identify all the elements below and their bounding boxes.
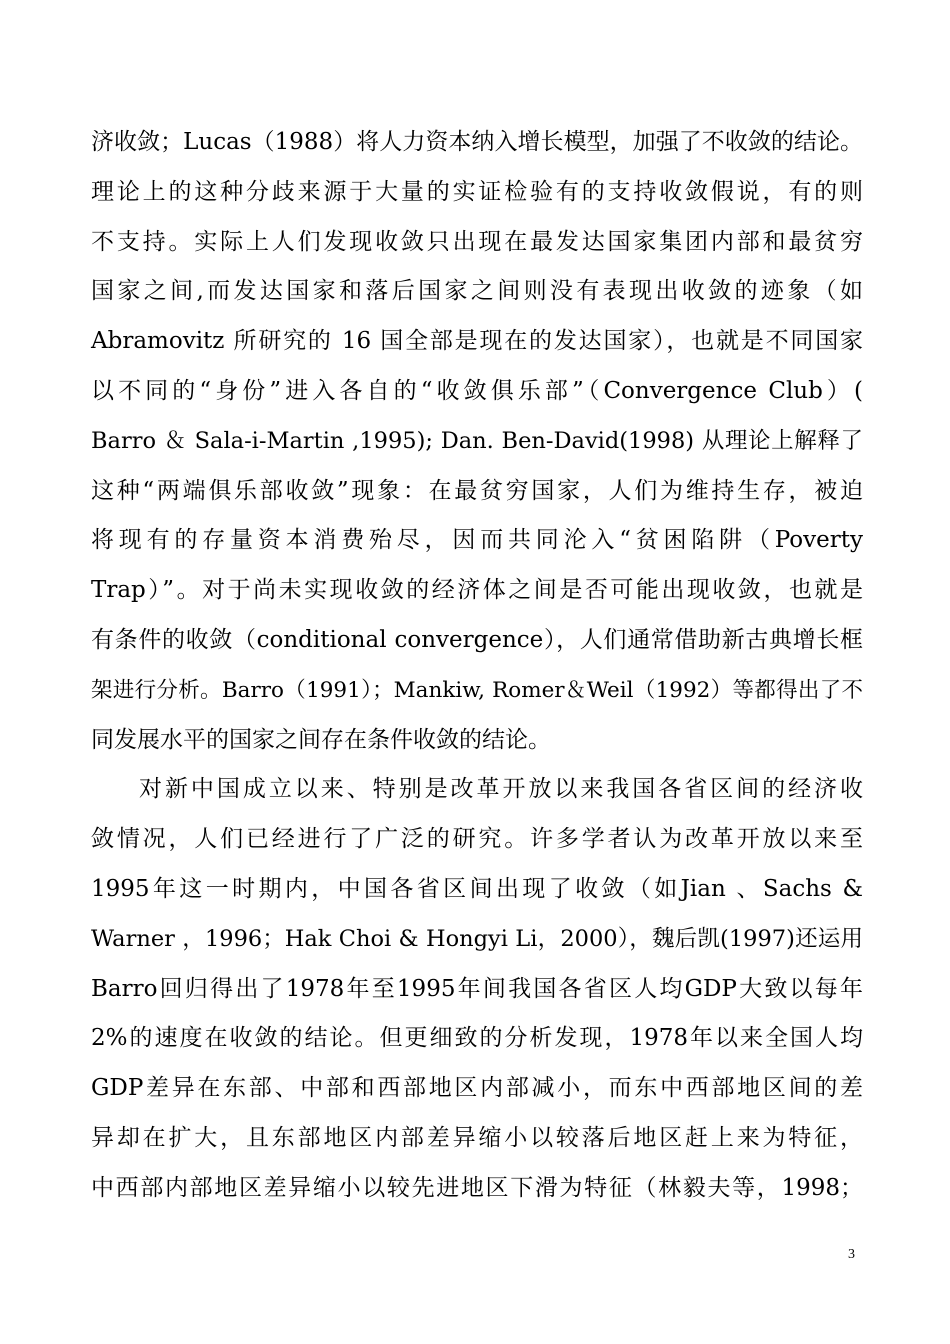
text-line: 国家之间,而发达国家和落后国家之间则没有表现出收敛的迹象（如 xyxy=(91,278,863,305)
body-text xyxy=(91,118,863,1214)
page-number: 3 xyxy=(848,1247,855,1262)
text-line: GDP差异在东部、中部和西部地区内部减小，而东中西部地区间的差 xyxy=(91,1075,863,1102)
text-line: 同发展水平的国家之间存在条件收敛的结论。 xyxy=(91,726,551,753)
text-line: 中西部内部地区差异缩小以较先进地区下滑为特征（林毅夫等，1998； xyxy=(91,1174,863,1201)
text-line: Barro ＆ Sala-i-Martin ,1995); Dan. Ben-David(1998) 从理论上解释了 xyxy=(91,427,863,454)
text-line: 对新中国成立以来、特别是改革开放以来我国各省区间的经济收 xyxy=(139,776,863,803)
text-line: 以不同的“身份”进入各自的“收敛俱乐部”（Convergence Club）( xyxy=(91,377,863,404)
text-line: 理论上的这种分歧来源于大量的实证检验有的支持收敛假说，有的则 xyxy=(91,178,863,205)
text-line: 将现有的存量资本消费殆尽，因而共同沦入“贫困陷阱（Poverty xyxy=(91,527,863,554)
text-line: Trap）”。对于尚未实现收敛的经济体之间是否可能出现收敛，也就是 xyxy=(91,577,863,604)
text-line: Warner ，1996；Hak Choi & Hongyi Li，2000），魏后凯(1997)还运用 xyxy=(91,925,863,952)
text-line: 这种“两端俱乐部收敛”现象：在最贫穷国家，人们为维持生存，被迫 xyxy=(91,477,863,504)
text-line: 敛情况，人们已经进行了广泛的研究。许多学者认为改革开放以来至 xyxy=(91,826,863,853)
text-line: 有条件的收敛（conditional convergence），人们通常借助新古典增长框 xyxy=(91,626,863,653)
text-line: 不支持。实际上人们发现收敛只出现在最发达国家集团内部和最贫穷 xyxy=(91,228,863,255)
text-line: Barro回归得出了1978年至1995年间我国各省区人均GDP大致以每年 xyxy=(91,975,863,1002)
text-line: 架进行分析。Barro（1991）；Mankiw, Romer＆Weil（1992）等都得出了不 xyxy=(91,677,863,703)
text-line: 1995年这一时期内，中国各省区间出现了收敛（如Jian 、Sachs & xyxy=(91,875,863,902)
text-line: 异却在扩大，且东部地区内部差异缩小以较落后地区赶上来为特征， xyxy=(91,1124,863,1151)
text-line: Abramovitz 所研究的 16 国全部是现在的发达国家），也就是不同国家 xyxy=(91,328,863,355)
text-line: 2%的速度在收敛的结论。但更细致的分析发现，1978年以来全国人均 xyxy=(91,1025,863,1052)
text-line: 济收敛；Lucas（1988）将人力资本纳入增长模型，加强了不收敛的结论。 xyxy=(91,129,863,155)
